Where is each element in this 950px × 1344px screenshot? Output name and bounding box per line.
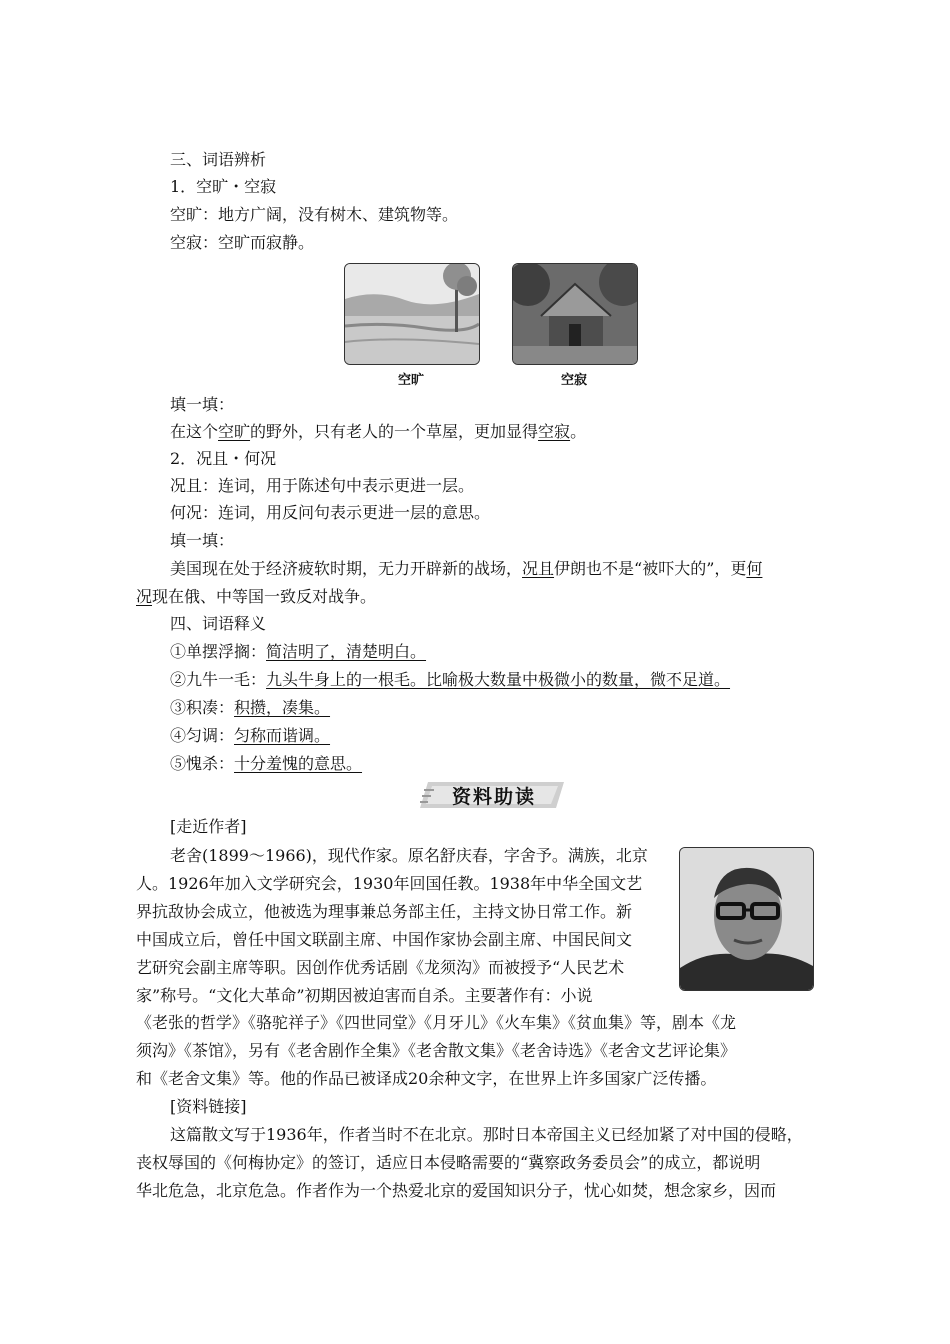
text: 的野外，只有老人的一个草屋，更加显得 — [250, 422, 539, 441]
links-line: 这篇散文写于1936年，作者当时不在北京。那时日本帝国主义已经加紧了对中国的侵略， — [170, 1125, 803, 1144]
item2-title: 2．况且・何况 — [170, 449, 277, 468]
answer: 简洁明了，清楚明白。 — [266, 642, 427, 661]
author-line: 须沟》《茶馆》，另有《老舍剧作全集》《老舍散文集》《老舍诗选》《老舍文艺评论集》 — [136, 1041, 737, 1060]
item1-fill-label: 填一填： — [170, 395, 235, 414]
definition: 连词，用反问句表示更进一层的意思。 — [218, 503, 491, 522]
section-heading-vocab: 三、词语辨析 — [170, 150, 267, 169]
caption-open: 空旷 — [397, 373, 424, 388]
answer: 空旷 — [218, 422, 251, 441]
item2-fill-line1 — [170, 559, 762, 579]
meaning-item — [170, 698, 330, 718]
answer: 积攒，凑集。 — [234, 698, 331, 717]
item2-fill-line2 — [136, 587, 376, 607]
answer: 十分羞愧的意思。 — [234, 754, 363, 773]
meaning-item — [170, 642, 426, 662]
item2-fill-label: 填一填： — [170, 531, 235, 550]
meaning-item — [170, 754, 362, 774]
author-line: 《老张的哲学》《骆驼祥子》《四世同堂》《月牙儿》《火车集》《贫血集》等，剧本《龙 — [136, 1013, 737, 1032]
answer: 匀称而谐调。 — [234, 726, 331, 745]
term: ④匀调： — [170, 726, 235, 745]
definition: 连词，用于陈述句中表示更进一层。 — [218, 476, 475, 495]
answer: 何 — [746, 559, 763, 578]
open-field-image — [344, 263, 480, 365]
hut-image — [512, 263, 638, 365]
links-line: 华北危急，北京危急。作者作为一个热爱北京的爱国知识分子，忧心如焚，想念家乡，因而 — [136, 1181, 777, 1200]
meaning-item — [170, 726, 330, 746]
author-line: 家”称号。“文化大革命”初期因被迫害而自杀。主要著作有：小说 — [136, 986, 593, 1005]
banner-title: 资料助读 — [451, 786, 536, 808]
author-line: 和《老舍文集》等。他的作品已被译成20余种文字，在世界上许多国家广泛传播。 — [136, 1069, 717, 1088]
text: 伊朗也不是“被吓大的”，更 — [554, 559, 747, 578]
definition: 空旷而寂静。 — [218, 233, 315, 252]
author-portrait — [679, 847, 814, 991]
item1-title: 1．空旷・空寂 — [170, 177, 277, 196]
item1-def-a — [170, 205, 458, 225]
item2-def-b — [170, 503, 490, 523]
links-label: [资料链接] — [170, 1097, 247, 1116]
item2-def-a — [170, 476, 474, 496]
item1-def-b — [170, 233, 314, 253]
term: 况且： — [170, 476, 219, 495]
meaning-item — [170, 670, 730, 690]
section-heading-meanings: 四、词语释义 — [170, 614, 267, 633]
links-line: 丧权辱国的《何梅协定》的签订，适应日本侵略需要的“冀察政务委员会”的成立，都说明 — [136, 1153, 761, 1172]
item1-fill-sentence — [170, 422, 586, 442]
definition: 地方广阔，没有树木、建筑物等。 — [218, 205, 459, 224]
author-line: 界抗敌协会成立，他被选为理事兼总务部主任，主持文协日常工作。新 — [136, 902, 633, 921]
term: 空寂： — [170, 233, 219, 252]
text: 美国现在处于经济疲软时期，无力开辟新的战场， — [170, 559, 523, 578]
answer: 九头牛身上的一根毛。比喻极大数量中极微小的数量，微不足道。 — [266, 670, 731, 689]
text: 。 — [570, 422, 587, 441]
term: ②九牛一毛： — [170, 670, 267, 689]
term: ⑤愧杀： — [170, 754, 235, 773]
term: 空旷： — [170, 205, 219, 224]
text: 现在俄、中等国一致反对战争。 — [152, 587, 377, 606]
caption-quiet: 空寂 — [560, 373, 587, 388]
text: 在这个 — [170, 422, 219, 441]
author-line: 艺研究会副主席等职。因创作优秀话剧《龙须沟》而被授予“人民艺术 — [136, 958, 625, 977]
author-line: 老舍(1899～1966)，现代作家。原名舒庆春，字舍予。满族，北京 — [170, 846, 648, 865]
answer: 空寂 — [538, 422, 571, 441]
author-line: 中国成立后，曾任中国文联副主席、中国作家协会副主席、中国民间文 — [136, 930, 633, 949]
answer: 况且 — [522, 559, 555, 578]
author-label: [走近作者] — [170, 817, 247, 836]
answer: 况 — [136, 587, 153, 606]
author-line: 人。1926年加入文学研究会，1930年回国任教。1938年中华全国文艺 — [136, 874, 643, 893]
term: ③积凑： — [170, 698, 235, 717]
term: 何况： — [170, 503, 219, 522]
term: ①单摆浮搁： — [170, 642, 267, 661]
